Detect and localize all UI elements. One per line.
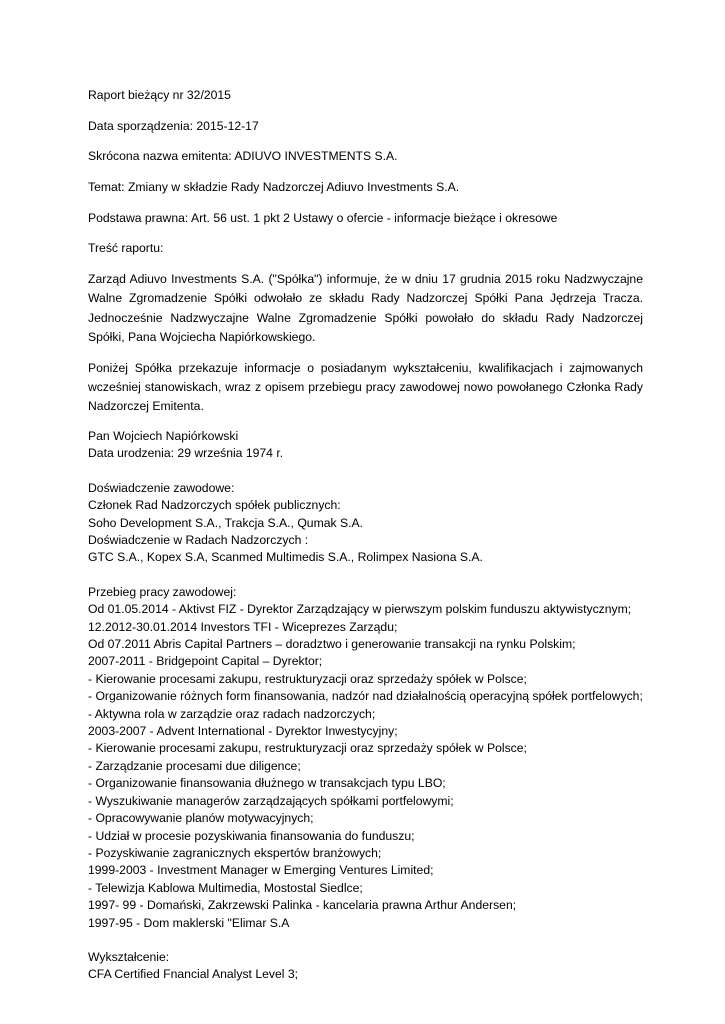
career-line: 2007-2011 - Bridgepoint Capital – Dyrektor; xyxy=(88,654,323,669)
career-heading: Przebieg pracy zawodowej: xyxy=(88,584,237,599)
education-line: CFA Certified Fnancial Analyst Level 3; xyxy=(88,967,299,982)
career-line: - Aktywna rola w zarządzie oraz radach nadzorczych; xyxy=(88,706,376,721)
career-section xyxy=(88,584,643,932)
career-line: 1997- 99 - Domański, Zakrzewski Palinka - kancelaria prawna Arthur Andersen; xyxy=(88,898,517,913)
person-info xyxy=(88,428,643,463)
experience-line: Członek Rad Nadzorczych spółek publicznych: xyxy=(88,498,341,513)
legal-basis: Podstawa prawna: Art. 56 ust. 1 pkt 2 Ustawy o ofercie - informacje bieżące i okresowe xyxy=(88,210,558,225)
report-date: Data sporządzenia: 2015-12-17 xyxy=(88,118,259,133)
person-name: Pan Wojciech Napiórkowski xyxy=(88,428,239,443)
report-number: Raport bieżący nr 32/2015 xyxy=(88,88,231,102)
body-paragraph-1: Zarząd Adiuvo Investments S.A. ("Spółka") informuje, że w dniu 17 grudnia 2015 roku Nadzwyczajne Walne Zgromadzenie Spółki odwołało ze składu Rady Nadzorczej Spółki Pana Jędrzeja Tracza. Jednocześnie Nadzwyczajne Walne Zgromadzenie Spółki powołało do składu Rady Nadzorczej Spółki, Pana Wojciecha Napiórkowskiego. xyxy=(88,272,643,345)
experience-heading: Doświadczenie zawodowe: xyxy=(88,480,235,495)
career-line: - Pozyskiwanie zagranicznych ekspertów branżowych; xyxy=(88,845,382,860)
career-line: - Organizowanie różnych form finansowania, nadzór nad działalnością operacyjną spółek portfelowych; xyxy=(88,689,643,704)
body-paragraph-2: Poniżej Spółka przekazuje informacje o posiadanym wykształceniu, kwalifikacjach i zajmowanych wcześniej stanowiskach, wraz z opisem przebiegu pracy zawodowej nowo powołanego Członka Rady Nadzorczej Emitenta. xyxy=(88,360,643,414)
career-line: 12.2012-30.01.2014 Investors TFI - Wiceprezes Zarządu; xyxy=(88,619,398,634)
issuer-name: Skrócona nazwa emitenta: ADIUVO INVESTMENTS S.A. xyxy=(88,149,398,164)
birth-date: Data urodzenia: 29 września 1974 r. xyxy=(88,446,284,461)
experience-line: Soho Development S.A., Trakcja S.A., Qumak S.A. xyxy=(88,515,364,530)
career-line: - Udział w procesie pozyskiwania finansowania do funduszu; xyxy=(88,828,415,843)
career-line: - Kierowanie procesami zakupu, restrukturyzacji oraz sprzedaży spółek w Polsce; xyxy=(88,671,527,686)
career-line: - Zarządzanie procesami due diligence; xyxy=(88,758,301,773)
career-line: 1997-95 - Dom maklerski "Elimar S.A xyxy=(88,915,290,930)
experience-section xyxy=(88,480,643,567)
experience-line: Doświadczenie w Radach Nadzorczych : xyxy=(88,533,309,548)
report-subject: Temat: Zmiany w składzie Rady Nadzorczej Adiuvo Investments S.A. xyxy=(88,180,460,195)
career-line: - Opracowywanie planów motywacyjnych; xyxy=(88,811,314,826)
career-line: Od 07.2011 Abris Capital Partners – doradztwo i generowanie transakcji na rynku Polskim; xyxy=(88,637,576,652)
career-line: - Organizowanie finansowania dłużnego w transakcjach typu LBO; xyxy=(88,776,446,791)
career-line: - Telewizja Kablowa Multimedia, Mostostal Siedlce; xyxy=(88,880,363,895)
report-document xyxy=(88,86,643,1001)
career-line: 1999-2003 - Investment Manager w Emerging Ventures Limited; xyxy=(88,863,434,878)
education-heading: Wykształcenie: xyxy=(88,949,170,964)
career-line: - Wyszukiwanie managerów zarządzających spółkami portfelowymi; xyxy=(88,793,454,808)
career-line: 2003-2007 - Advent International - Dyrektor Inwestycyjny; xyxy=(88,724,398,739)
education-section xyxy=(88,949,643,984)
experience-line: GTC S.A., Kopex S.A, Scanmed Multimedis S.A., Rolimpex Nasiona S.A. xyxy=(88,550,483,565)
content-label: Treść raportu: xyxy=(88,241,164,256)
career-line: - Kierowanie procesami zakupu, restrukturyzacji oraz sprzedaży spółek w Polsce; xyxy=(88,741,527,756)
career-line: Od 01.05.2014 - Aktivst FIZ - Dyrektor Zarządzający w pierwszym polskim funduszu aktywistycznym; xyxy=(88,602,632,617)
